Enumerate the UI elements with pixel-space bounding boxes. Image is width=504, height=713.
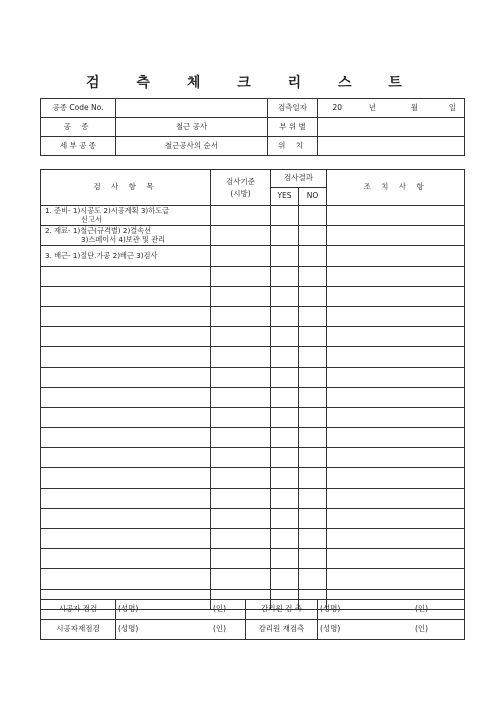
item-cell [41,306,211,326]
inspection-date-value[interactable] [318,99,465,118]
checklist-table [40,169,465,610]
action-cell[interactable] [327,407,465,427]
checklist-row [41,488,465,508]
yes-cell[interactable] [271,286,299,306]
col-item-header: 검 사 항 목 [41,170,211,206]
action-cell[interactable] [327,266,465,286]
contractor-check-label: 시공자 점검 [41,600,116,620]
name-placeholder: (성명) [320,604,341,614]
standard-cell[interactable] [211,508,271,528]
page-title: 검 측 체 크 리 스 트 [86,75,418,91]
day-mark: 일 [448,102,456,112]
action-cell[interactable] [327,327,465,347]
col-result-header: 검사결과 [271,170,327,188]
standard-cell[interactable] [211,448,271,468]
checklist-row [41,529,465,549]
header-row-detail [41,137,465,156]
yes-cell[interactable] [271,387,299,407]
name-placeholder: (성명) [118,624,139,634]
seal-placeholder: (인) [213,604,227,614]
checklist-row [41,206,465,226]
standard-cell[interactable] [211,266,271,286]
checklist-row [41,407,465,427]
item-cell [41,529,211,549]
item-cell [41,448,211,468]
standard-cell[interactable] [211,468,271,488]
standard-cell[interactable] [211,306,271,326]
item-cell [41,407,211,427]
supervisor-inspection-label: 감리원 검 측 [246,600,318,620]
checklist-row [41,468,465,488]
no-cell[interactable] [299,529,327,549]
no-cell[interactable] [299,306,327,326]
standard-cell[interactable] [211,407,271,427]
col-yes-header: YES [271,188,299,206]
work-type-value[interactable]: 철근 공사 [116,118,268,137]
yes-cell[interactable] [271,569,299,589]
no-cell[interactable] [299,448,327,468]
checklist-row [41,428,465,448]
checklist-row [41,306,465,326]
standard-cell[interactable] [211,569,271,589]
month-mark: 월 [410,102,418,112]
no-cell[interactable] [299,508,327,528]
standard-cell[interactable] [211,226,271,246]
checklist-row [41,347,465,367]
action-cell[interactable] [327,367,465,387]
yes-cell[interactable] [271,428,299,448]
action-cell[interactable] [327,529,465,549]
seal-placeholder: (인) [415,604,429,614]
no-cell[interactable] [299,549,327,569]
contractor-recheck-label: 시공자재점검 [41,620,116,640]
signature-row [41,620,465,640]
action-cell[interactable] [327,428,465,448]
checklist-row [41,367,465,387]
yes-cell[interactable] [271,407,299,427]
item-cell [41,327,211,347]
year-prefix: 20 [332,102,342,112]
col-action-header: 조 치 사 항 [327,170,465,206]
part-value[interactable] [318,118,465,137]
item-cell [41,347,211,367]
item-cell [41,468,211,488]
no-cell[interactable] [299,286,327,306]
supervisor-signature-field[interactable] [318,600,465,620]
item-line: 신고서 [81,214,102,224]
yes-cell[interactable] [271,206,299,226]
item-cell [41,206,211,226]
item-cell [41,286,211,306]
standard-cell[interactable] [211,327,271,347]
yes-cell[interactable] [271,367,299,387]
no-cell[interactable] [299,246,327,266]
name-placeholder: (성명) [118,604,139,614]
contractor-recheck-signature-field[interactable] [116,620,246,640]
checklist-row [41,327,465,347]
action-cell[interactable] [327,549,465,569]
seal-placeholder: (인) [213,624,227,634]
item-cell [41,428,211,448]
standard-cell[interactable] [211,347,271,367]
no-cell[interactable] [299,327,327,347]
action-cell[interactable] [327,448,465,468]
item-line: 1. 준비- 1)시공도 2)시공계획 3)하도급 [45,205,170,215]
no-cell[interactable] [299,206,327,226]
action-cell[interactable] [327,468,465,488]
standard-cell[interactable] [211,387,271,407]
yes-cell[interactable] [271,266,299,286]
header-table [40,98,465,156]
yes-cell[interactable] [271,327,299,347]
yes-cell[interactable] [271,468,299,488]
item-cell [41,266,211,286]
detail-label: 세 부 공 종 [41,137,116,156]
no-cell[interactable] [299,428,327,448]
action-cell[interactable] [327,569,465,589]
action-cell[interactable] [327,306,465,326]
header-row-work-type [41,118,465,137]
signature-row [41,600,465,620]
standard-cell[interactable] [211,549,271,569]
item-cell: 3. 배근- 1)절단.가공 2)배근 3)검사 [41,246,211,266]
item-cell [41,569,211,589]
contractor-signature-field[interactable] [116,600,246,620]
checklist-row [41,286,465,306]
no-cell[interactable] [299,407,327,427]
yes-cell[interactable] [271,306,299,326]
name-placeholder: (성명) [320,624,341,634]
checklist-row [41,549,465,569]
item-cell [41,549,211,569]
no-cell[interactable] [299,569,327,589]
no-cell[interactable] [299,468,327,488]
item-line: 2. 재료- 1)철근(규격별) 2)결속선 [45,226,152,236]
item-cell [41,387,211,407]
checklist-row [41,246,465,266]
code-label: 공종 Code No. [41,99,116,118]
standard-cell[interactable] [211,246,271,266]
checklist-row [41,448,465,468]
standard-cell[interactable] [211,286,271,306]
col-no-header: NO [299,188,327,206]
checklist-row [41,508,465,528]
action-cell[interactable] [327,226,465,246]
yes-cell[interactable] [271,488,299,508]
standard-cell[interactable] [211,529,271,549]
standard-cell[interactable] [211,367,271,387]
header-row-code [41,99,465,118]
action-cell[interactable] [327,347,465,367]
action-cell[interactable] [327,246,465,266]
code-value[interactable] [116,99,268,118]
supervisor-reinspection-signature-field[interactable] [318,620,465,640]
action-cell[interactable] [327,286,465,306]
checklist-row [41,387,465,407]
signature-table [40,599,465,640]
no-cell[interactable] [299,347,327,367]
no-cell[interactable] [299,387,327,407]
action-cell[interactable] [327,488,465,508]
item-cell [41,508,211,528]
action-cell[interactable] [327,206,465,226]
item-cell [41,488,211,508]
checklist-row [41,569,465,589]
yes-cell[interactable] [271,347,299,367]
detail-value[interactable]: 철근공사의 순서 [116,137,268,156]
part-label: 부 위 별 [268,118,318,137]
inspection-date-label: 검측일자 [268,99,318,118]
work-type-label: 공 종 [41,118,116,137]
no-cell[interactable] [299,367,327,387]
action-cell[interactable] [327,387,465,407]
no-cell[interactable] [299,266,327,286]
standard-cell[interactable] [211,488,271,508]
action-cell[interactable] [327,508,465,528]
supervisor-reinspection-label: 감리원 재검측 [246,620,318,640]
no-cell[interactable] [299,226,327,246]
checklist-row [41,266,465,286]
item-cell [41,226,211,246]
year-mark: 년 [368,102,376,112]
location-value[interactable] [318,137,465,156]
item-cell [41,367,211,387]
standard-cell[interactable] [211,206,271,226]
checklist-row [41,226,465,246]
yes-cell[interactable] [271,226,299,246]
yes-cell[interactable] [271,549,299,569]
yes-cell[interactable] [271,508,299,528]
yes-cell[interactable] [271,448,299,468]
no-cell[interactable] [299,488,327,508]
standard-cell[interactable] [211,428,271,448]
col-standard-header: 검사기준 (시방) [211,170,271,206]
yes-cell[interactable] [271,246,299,266]
yes-cell[interactable] [271,529,299,549]
item-line: 3)스페이서 4)보관 및 관리 [81,234,166,244]
seal-placeholder: (인) [415,624,429,634]
location-label: 위 치 [268,137,318,156]
